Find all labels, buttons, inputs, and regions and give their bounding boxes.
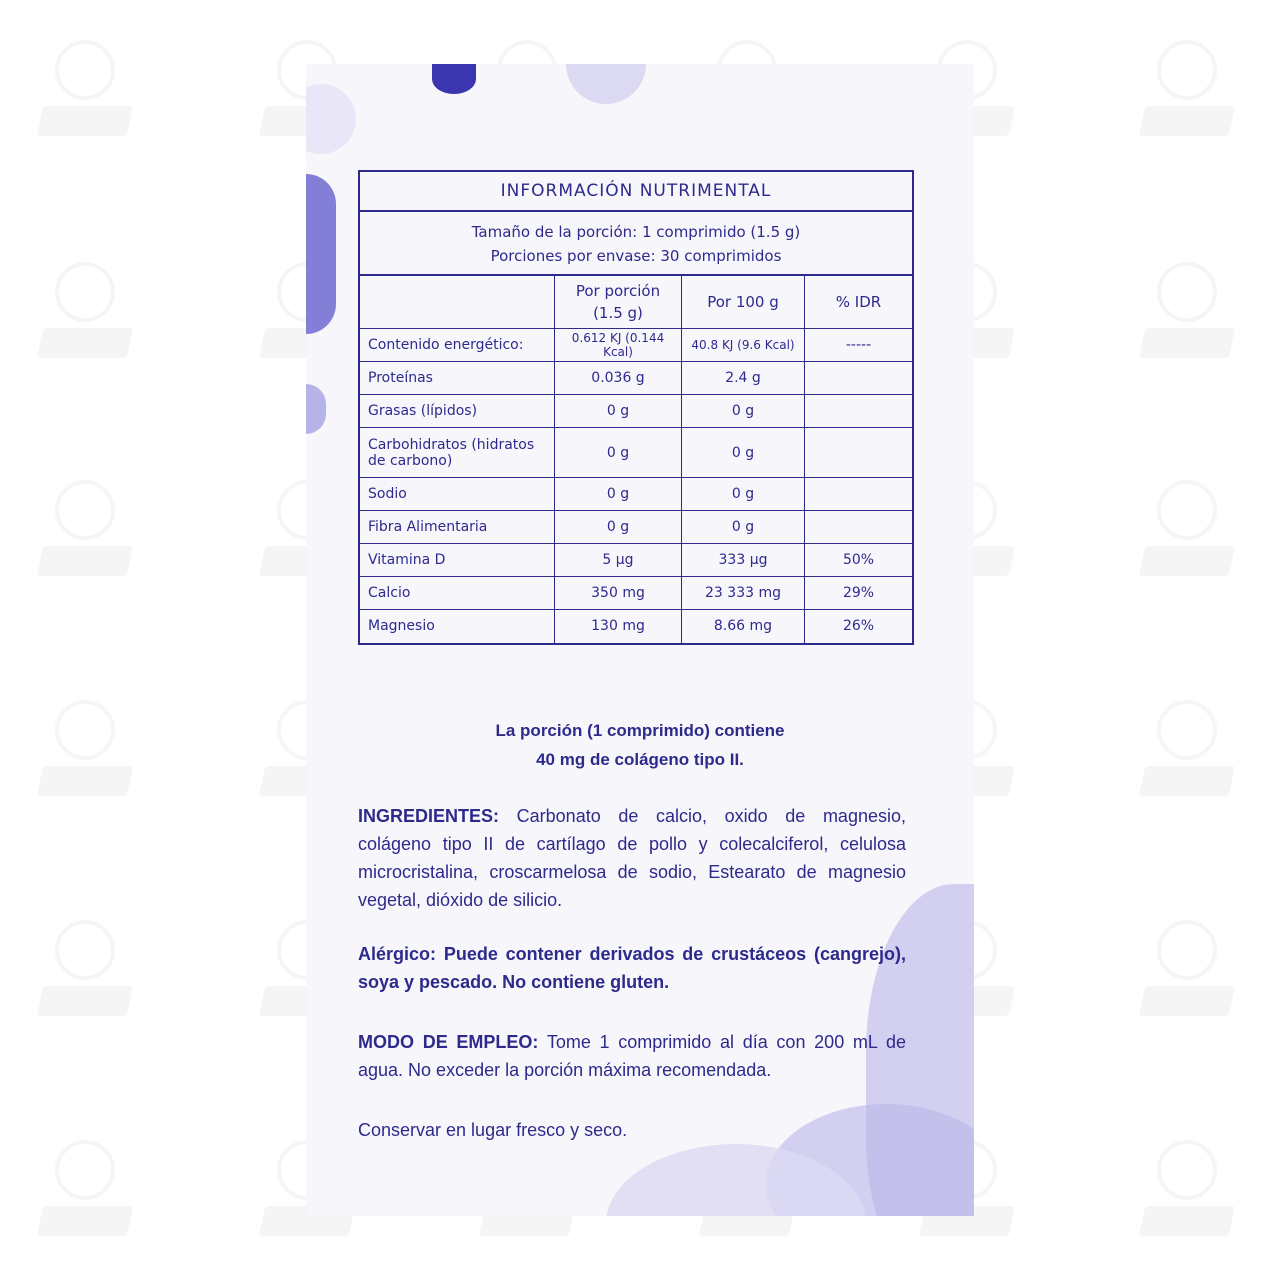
idr-value: ----- <box>805 329 913 362</box>
serving-info <box>360 212 912 276</box>
label-panel <box>306 64 974 1216</box>
watermark-logo <box>40 480 130 590</box>
per-100g-value: 40.8 KJ (9.6 Kcal) <box>682 329 805 362</box>
column-header: Por porción (1.5 g) <box>555 276 682 329</box>
per-serving-value: 0 g <box>555 428 682 478</box>
idr-value: 26% <box>805 610 913 643</box>
per-100g-value: 0 g <box>682 428 805 478</box>
idr-value <box>805 511 913 544</box>
per-100g-value: 2.4 g <box>682 362 805 395</box>
watermark-logo <box>1142 40 1232 150</box>
idr-value: 29% <box>805 577 913 610</box>
nutrition-facts-table <box>358 170 914 645</box>
portion-note-line: 40 mg de colágeno tipo II. <box>536 750 744 769</box>
ingredients-label: INGREDIENTES: <box>358 806 500 826</box>
per-serving-value: 0 g <box>555 395 682 428</box>
table-row <box>360 610 912 643</box>
column-header: % IDR <box>805 276 913 329</box>
table-header-row <box>360 276 912 329</box>
decor-blob <box>432 64 476 94</box>
per-100g-value: 333 µg <box>682 544 805 577</box>
nutrient-name: Sodio <box>360 478 555 511</box>
table-row <box>360 395 912 428</box>
nutrient-name: Calcio <box>360 577 555 610</box>
table-row <box>360 577 912 610</box>
per-serving-value: 0 g <box>555 511 682 544</box>
watermark-logo <box>1142 700 1232 810</box>
decor-blob <box>566 64 646 104</box>
idr-value <box>805 428 913 478</box>
watermark-logo <box>1142 920 1232 1030</box>
table-row <box>360 478 912 511</box>
decor-blob <box>306 384 326 434</box>
column-header: Por 100 g <box>682 276 805 329</box>
watermark-logo <box>1142 262 1232 372</box>
ingredients-paragraph <box>358 802 906 914</box>
watermark-logo <box>40 262 130 372</box>
table-row <box>360 329 912 362</box>
portion-note-line: La porción (1 comprimido) contiene <box>495 721 785 740</box>
per-100g-value: 0 g <box>682 395 805 428</box>
usage-text: Tome 1 comprimido al día con 200 mL de agua. No exceder la porción máxima recomendada. <box>358 1032 906 1080</box>
per-serving-value: 350 mg <box>555 577 682 610</box>
per-serving-value: 130 mg <box>555 610 682 643</box>
per-100g-value: 0 g <box>682 511 805 544</box>
watermark-logo <box>40 1140 130 1250</box>
watermark-logo <box>40 700 130 810</box>
per-100g-value: 8.66 mg <box>682 610 805 643</box>
idr-value <box>805 362 913 395</box>
servings-per-container: Porciones por envase: 30 comprimidos <box>490 247 782 265</box>
usage-label: MODO DE EMPLEO: <box>358 1032 539 1052</box>
table-row <box>360 511 912 544</box>
per-serving-value: 0 g <box>555 478 682 511</box>
nutrition-title: INFORMACIÓN NUTRIMENTAL <box>360 172 912 212</box>
table-row <box>360 428 912 478</box>
table-row <box>360 544 912 577</box>
nutrient-grid <box>360 276 912 643</box>
nutrient-name: Proteínas <box>360 362 555 395</box>
idr-value <box>805 478 913 511</box>
idr-value: 50% <box>805 544 913 577</box>
nutrient-name: Magnesio <box>360 610 555 643</box>
idr-value <box>805 395 913 428</box>
watermark-logo <box>40 40 130 150</box>
watermark-logo <box>40 920 130 1030</box>
decor-blob <box>306 174 336 334</box>
allergen-warning: Alérgico: Puede contener derivados de crustáceos (cangrejo), soya y pescado. No contiene gluten. <box>358 944 906 992</box>
nutrient-name: Carbohidratos (hidratos de carbono) <box>360 428 555 478</box>
serving-size: Tamaño de la porción: 1 comprimido (1.5 g) <box>471 223 801 241</box>
portion-note <box>306 716 974 774</box>
per-100g-value: 23 333 mg <box>682 577 805 610</box>
column-header <box>360 276 555 329</box>
nutrient-name: Grasas (lípidos) <box>360 395 555 428</box>
per-serving-value: 0.036 g <box>555 362 682 395</box>
decor-blob <box>306 84 356 154</box>
nutrient-name: Vitamina D <box>360 544 555 577</box>
ingredients-text: Carbonato de calcio, oxido de magnesio, colágeno tipo II de cartílago de pollo y colecalciferol, celulosa microcristalina, croscarmelosa de sodio, Estearato de magnesio vegetal, dióxido de silicio. <box>358 806 906 910</box>
per-100g-value: 0 g <box>682 478 805 511</box>
watermark-logo <box>1142 480 1232 590</box>
table-row <box>360 362 912 395</box>
nutrient-name: Contenido energético: <box>360 329 555 362</box>
storage-note: Conservar en lugar fresco y seco. <box>358 1120 628 1140</box>
per-serving-value: 5 µg <box>555 544 682 577</box>
usage-paragraph <box>358 1028 906 1084</box>
per-serving-value: 0.612 KJ (0.144 Kcal) <box>555 329 682 362</box>
nutrient-name: Fibra Alimentaria <box>360 511 555 544</box>
watermark-logo <box>1142 1140 1232 1250</box>
